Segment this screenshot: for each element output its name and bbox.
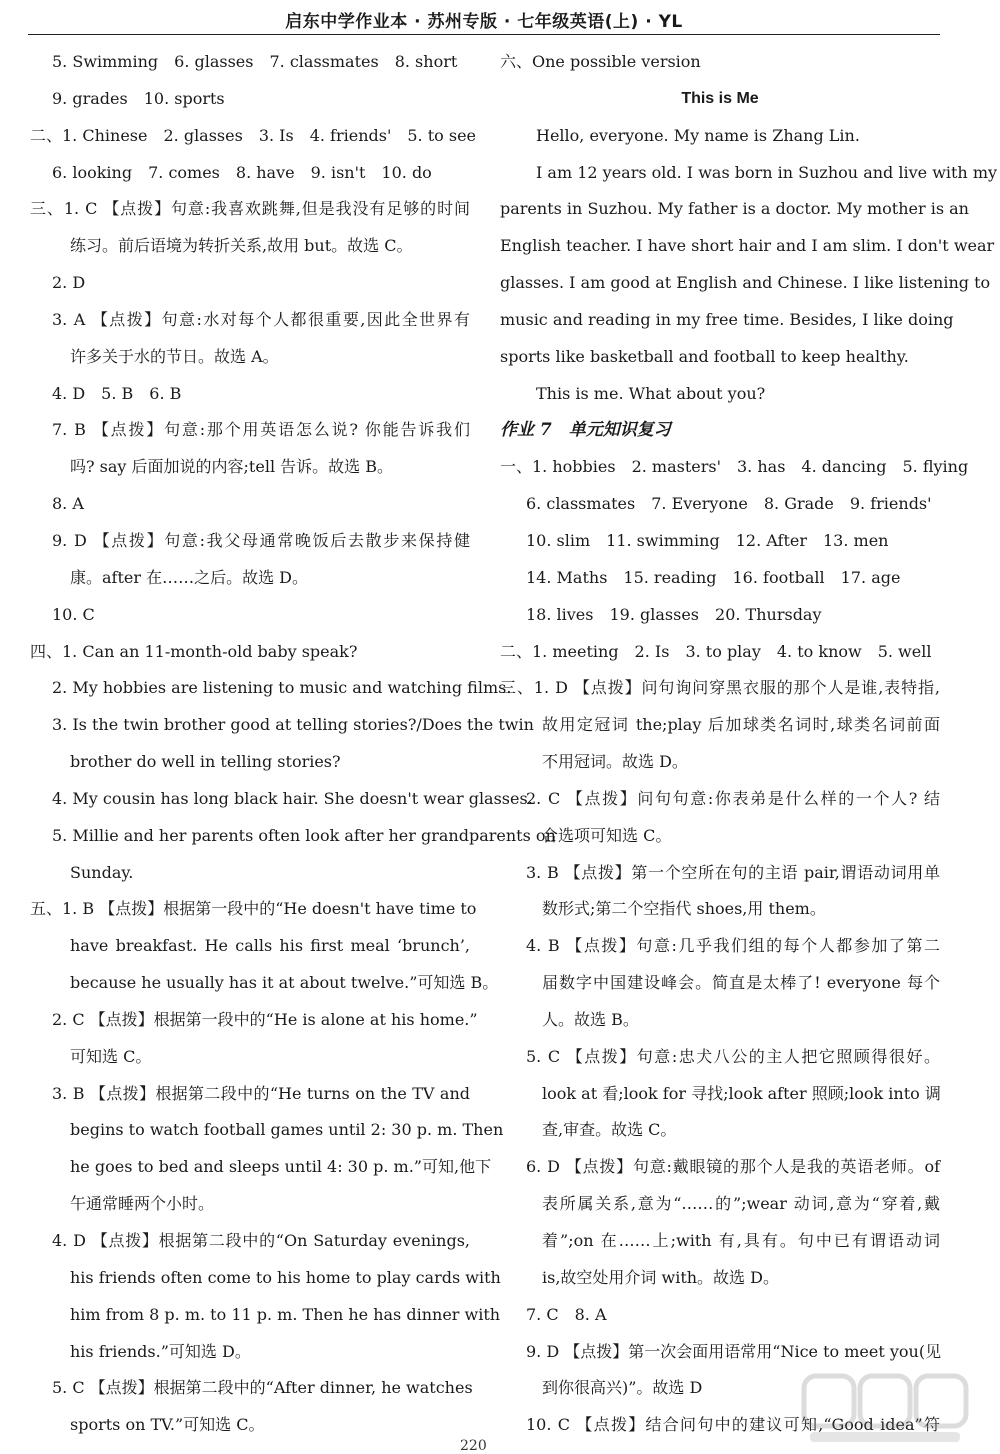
text-line: 届数字中国建设峰会。简直是太棒了! everyone 每个 (542, 973, 940, 993)
text-line: 3. B 【点拨】第一个空所在句的主语 pair,谓语动词用单 (526, 862, 940, 882)
text-line: This is me. What about you? (536, 383, 766, 403)
text-line: 六、One possible version (500, 52, 701, 71)
text-line: 康。after 在……之后。故选 D。 (70, 567, 309, 587)
text-line: his friends.”可知选 D。 (70, 1341, 251, 1361)
text-line: 吗? say 后面加说的内容;tell 告诉。故选 B。 (70, 457, 393, 477)
text-line: 作业 7 单元知识复习 (500, 420, 671, 441)
page-header (28, 0, 940, 35)
text-line: glasses. I am good at English and Chinese. I like listening to (500, 273, 991, 293)
text-line: 表所属关系,意为“……的”;wear 动词,意为“穿着,戴 (542, 1194, 940, 1214)
text-line: 合选项可知选 C。 (542, 825, 672, 845)
text-line: 2. C 【点拨】问句句意:你表弟是什么样的一个人? 结 (526, 788, 940, 808)
text-line: 三、1. D 【点拨】问句询问穿黑衣服的那个人是谁,表特指, (500, 678, 940, 698)
page-number: 220 (460, 1438, 487, 1454)
text-line: 四、1. Can an 11-month-old baby speak? (30, 641, 358, 661)
text-line: music and reading in my free time. Besides, I like doing (500, 309, 954, 329)
text-line: look at 看;look for 寻找;look after 照顾;look into 调 (542, 1083, 941, 1103)
text-line: sports like basketball and football to keep healthy. (500, 346, 909, 366)
text-line: sports on TV.”可知选 C。 (70, 1415, 265, 1435)
text-line: 4. My cousin has long black hair. She doesn't wear glasses. (52, 788, 533, 808)
text-line: is,故空处用介词 with。故选 D。 (542, 1267, 779, 1287)
text-line: Sunday. (70, 862, 134, 882)
text-line: Hello, everyone. My name is Zhang Lin. (536, 125, 860, 145)
text-line: 数形式;第二个空指代 shoes,用 them。 (542, 899, 826, 919)
text-line: 到你很高兴)”。故选 D (542, 1378, 703, 1398)
text-line: 二、1. meeting 2. Is 3. to play 4. to know 5. well (500, 641, 932, 661)
text-line: 三、1. C 【点拨】句意:我喜欢跳舞,但是我没有足够的时间 (30, 199, 470, 219)
text-line: English teacher. I have short hair and I am slim. I don't wear (500, 236, 995, 256)
text-line: 着”;on 在……上;with 有,具有。句中已有谓语动词 (542, 1231, 940, 1250)
text-line: 许多关于水的节日。故选 A。 (70, 346, 279, 366)
text-line: 5. C 【点拨】句意:忠犬八公的主人把它照顾得很好。 (526, 1046, 940, 1066)
text-line: 18. lives 19. glasses 20. Thursday (526, 604, 822, 624)
text-line: 10. slim 11. swimming 12. After 13. men (526, 530, 889, 550)
text-line: 人。故选 B。 (542, 1009, 639, 1029)
text-line: 2. My hobbies are listening to music and watching films. (52, 678, 512, 698)
header-title: 启东中学作业本 · 苏州专版 · 七年级英语(上) · YL (285, 12, 683, 32)
text-line: 2. D (52, 273, 86, 293)
text-line: him from 8 p. m. to 11 p. m. Then he has dinner with (70, 1304, 501, 1324)
text-line: his friends often come to his home to play cards with (70, 1267, 501, 1287)
text-line: 五、1. B 【点拨】根据第一段中的“He doesn't have time to (30, 899, 477, 919)
text-line: 查,审查。故选 C。 (542, 1120, 677, 1140)
text-line: 9. D 【点拨】句意:我父母通常晚饭后去散步来保持健 (52, 530, 470, 550)
text-line: 10. C 【点拨】结合问句中的建议可知,“Good idea”符 (526, 1415, 940, 1435)
text-line: 14. Maths 15. reading 16. football 17. age (526, 567, 901, 587)
text-line: 9. grades 10. sports (52, 88, 225, 108)
text-line: 3. Is the twin brother good at telling stories?/Does the twin (52, 715, 534, 735)
text-line: 9. D 【点拨】第一次会面用语常用“Nice to meet you(见 (526, 1341, 942, 1361)
text-line: 故用定冠词 the;play 后加球类名词时,球类名词前面 (542, 715, 940, 735)
left-column (30, 44, 556, 1444)
text-line: 不用冠词。故选 D。 (542, 752, 688, 772)
text-line: 5. Swimming 6. glasses 7. classmates 8. short (52, 52, 458, 71)
text-line: 3. A 【点拨】句意:水对每个人都很重要,因此全世界有 (52, 309, 470, 329)
text-line: 4. D 5. B 6. B (52, 383, 182, 403)
text-line: 6. D 【点拨】句意:戴眼镜的那个人是我的英语老师。of (526, 1157, 940, 1177)
text-line: 7. B 【点拨】句意:那个用英语怎么说? 你能告诉我们 (52, 420, 470, 440)
text-line: 7. C 8. A (526, 1304, 607, 1324)
text-line: 5. Millie and her parents often look after her grandparents on (52, 825, 556, 845)
text-line: 可知选 C。 (70, 1046, 152, 1066)
text-line: brother do well in telling stories? (70, 752, 341, 772)
right-column (500, 44, 998, 1444)
text-line: 3. B 【点拨】根据第二段中的“He turns on the TV and (52, 1083, 470, 1103)
text-line: 二、1. Chinese 2. glasses 3. Is 4. friends' 5. to see (30, 125, 477, 145)
text-line: This is Me (681, 89, 759, 107)
text-line: because he usually has it at about twelve.”可知选 B。 (70, 973, 499, 993)
text-line: 一、1. hobbies 2. masters' 3. has 4. dancing 5. flying (500, 457, 969, 477)
text-line: 8. A (52, 494, 84, 514)
text-line: 6. classmates 7. Everyone 8. Grade 9. friends' (526, 494, 932, 514)
text-line: I am 12 years old. I was born in Suzhou and live with my (536, 162, 998, 182)
text-line: he goes to bed and sleeps until 4: 30 p. m.”可知,他下 (70, 1157, 492, 1177)
text-line: 6. looking 7. comes 8. have 9. isn't 10. do (52, 162, 432, 182)
text-line: parents in Suzhou. My father is a doctor. My mother is an (500, 199, 969, 219)
text-line: 5. C 【点拨】根据第二段中的“After dinner, he watches (52, 1378, 473, 1398)
text-line: 2. C 【点拨】根据第一段中的“He is alone at his home.” (52, 1009, 478, 1029)
text-line: 午通常睡两个小时。 (70, 1194, 215, 1214)
text-line: have breakfast. He calls his first meal ‘brunch’, (70, 936, 470, 956)
text-line: 4. B 【点拨】句意:几乎我们组的每个人都参加了第二 (526, 936, 940, 956)
text-line: 练习。前后语境为转折关系,故用 but。故选 C。 (70, 236, 413, 256)
text-line: 10. C (52, 604, 95, 624)
text-line: 4. D 【点拨】根据第二段中的“On Saturday evenings, (52, 1231, 470, 1250)
text-line: begins to watch football games until 2: 30 p. m. Then (70, 1120, 504, 1140)
